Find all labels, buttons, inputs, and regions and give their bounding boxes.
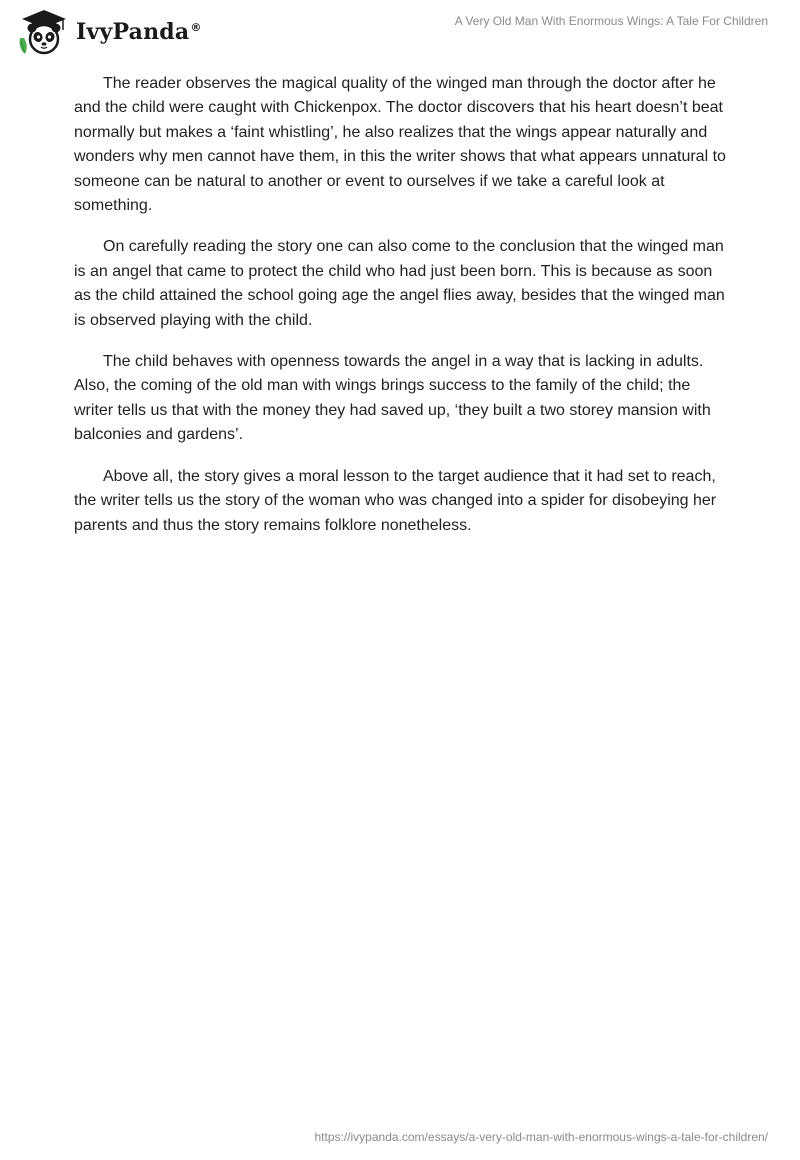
document-title: A Very Old Man With Enormous Wings: A Tale For Children — [454, 14, 768, 28]
paragraph: The reader observes the magical quality of the winged man through the doctor after he and the child were caught with Chickenpox. The doctor discovers that his heart doesn’t beat normally but makes a ‘faint whistling’, he also realizes that the wings appear naturally and wonders why men cannot have them, in this the writer shows that what appears unnatural to someone can be natural to another or event to ourselves if we take a careful look at something. — [74, 75, 726, 215]
paragraph: On carefully reading the story one can also come to the conclusion that the winged man is an angel that came to protect the child who had just been born. This is because as soon as the child attained the school going age the angel flies away, besides that the winged man is observed playing with the child. — [74, 238, 725, 329]
source-url-link[interactable]: https://ivypanda.com/essays/a-very-old-man-with-enormous-wings-a-tale-for-children/ — [314, 1130, 768, 1144]
panda-graduate-icon — [16, 8, 72, 56]
registered-mark: ® — [190, 20, 202, 34]
essay-body — [74, 72, 730, 555]
paragraph: The child behaves with openness towards the angel in a way that is lacking in adults. Also, the coming of the old man with wings brings success to the family of the child; the writer tells us that with the money they had saved up, ‘they built a two storey mansion with balconies and gardens’. — [74, 353, 711, 444]
paragraph: Above all, the story gives a moral lesson to the target audience that it had set to reach, the writer tells us the story of the woman who was changed into a spider for disobeying her parents and thus the story remains folklore nonetheless. — [74, 467, 717, 534]
ivypanda-logo[interactable] — [16, 8, 202, 56]
brand-name: IvyPanda® — [76, 19, 202, 45]
page-header — [0, 0, 800, 64]
